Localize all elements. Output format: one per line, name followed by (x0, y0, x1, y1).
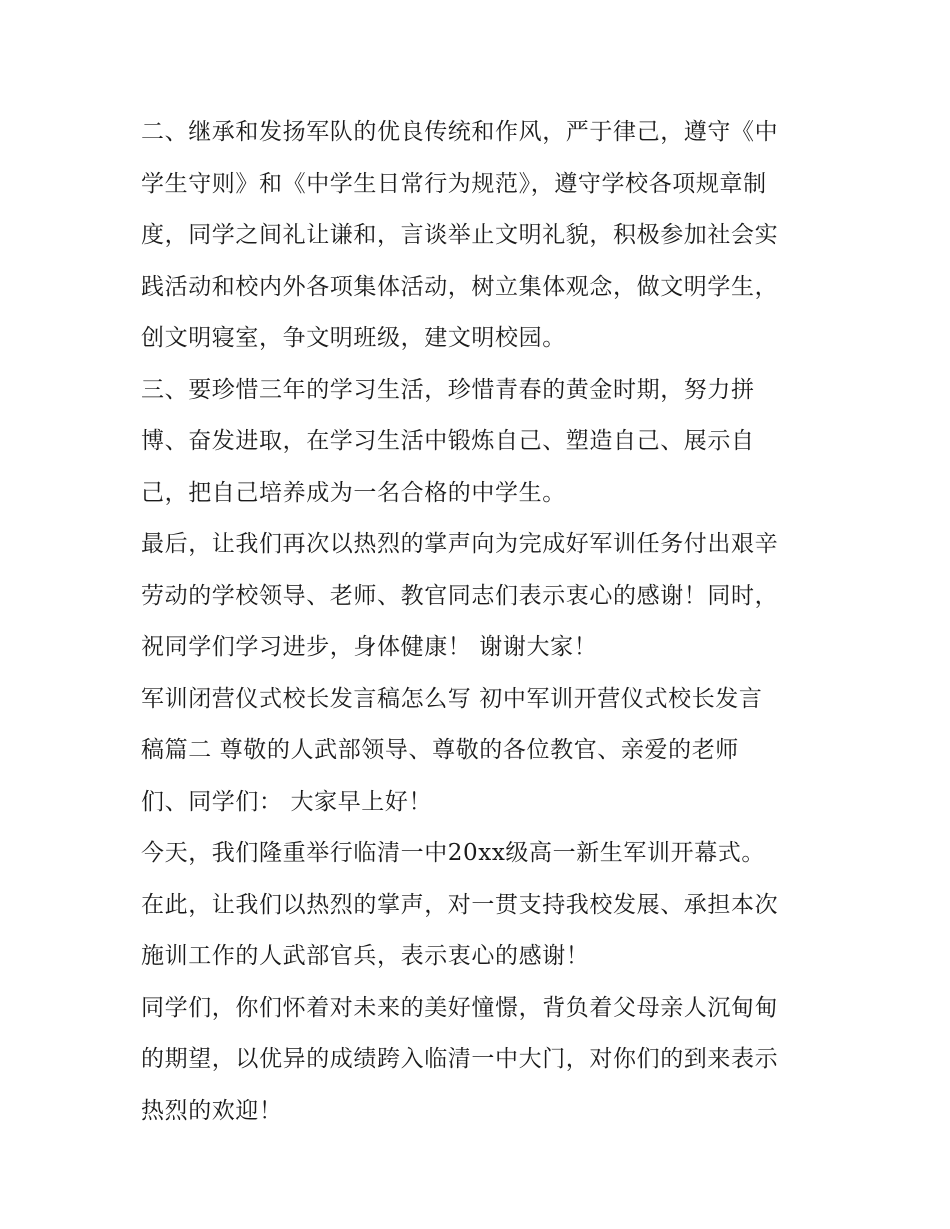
text-line: 祝同学们学习进步，身体健康！ 谢谢大家！ (141, 634, 598, 660)
text-line: 三、要珍惜三年的学习生活，珍惜青春的黄金时期，努力拼 (141, 376, 755, 403)
text-line: 二、继承和发扬军队的优良传统和作风，严于律己，遵守《中 (141, 119, 779, 145)
text-line: 热烈的欢迎！ (141, 1097, 283, 1124)
text-line: 们、同学们： 大家早上好！ (141, 788, 433, 815)
text-line: 劳动的学校领导、老师、教官同志们表示衷心的感谢！同时， (141, 582, 779, 609)
text-line: 创文明寝室，争文明班级，建文明校园。 (141, 325, 566, 351)
text-line: 最后，让我们再次以热烈的掌声向为完成好军训任务付出艰辛 (141, 531, 779, 557)
paragraph-thanks (141, 519, 813, 674)
document-body (141, 107, 813, 1137)
text-line: 在此，让我们以热烈的掌声，对一贯支持我校发展、承担本次 (141, 891, 779, 918)
paragraph-speech-two-heading (141, 674, 813, 829)
text-line: 稿篇二 尊敬的人武部领导、尊敬的各位教官、亲爱的老师 (141, 737, 739, 763)
text-line: 己，把自己培养成为一名合格的中学生。 (141, 479, 566, 506)
text-line: 践活动和校内外各项集体活动，树立集体观念，做文明学生， (141, 273, 779, 300)
paragraph-discipline (141, 107, 813, 365)
text-line: 同学们，你们怀着对未来的美好憧憬，背负着父母亲人沉甸甸 (141, 994, 779, 1021)
text-line: 施训工作的人武部官兵，表示衷心的感谢！ (141, 943, 590, 969)
text-line: 今天，我们隆重举行临清一中20xx级高一新生军训开幕式。 (141, 840, 766, 866)
paragraph-gratitude (141, 880, 813, 983)
text-line: 军训闭营仪式校长发言稿怎么写 初中军训开营仪式校长发言 (141, 685, 763, 712)
paragraph-opening-ceremony (141, 828, 813, 880)
text-line: 度，同学之间礼让谦和，言谈举止文明礼貌，积极参加社会实 (141, 222, 779, 248)
text-line: 博、奋发进取，在学习生活中锻炼自己、塑造自己、展示自 (141, 428, 755, 454)
paragraph-welcome (141, 983, 813, 1138)
text-line: 学生守则》和《中学生日常行为规范》，遵守学校各项规章制 (141, 170, 767, 197)
paragraph-cherish-study (141, 365, 813, 520)
text-line: 的期望，以优异的成绩跨入临清一中大门，对你们的到来表示 (141, 1046, 779, 1072)
